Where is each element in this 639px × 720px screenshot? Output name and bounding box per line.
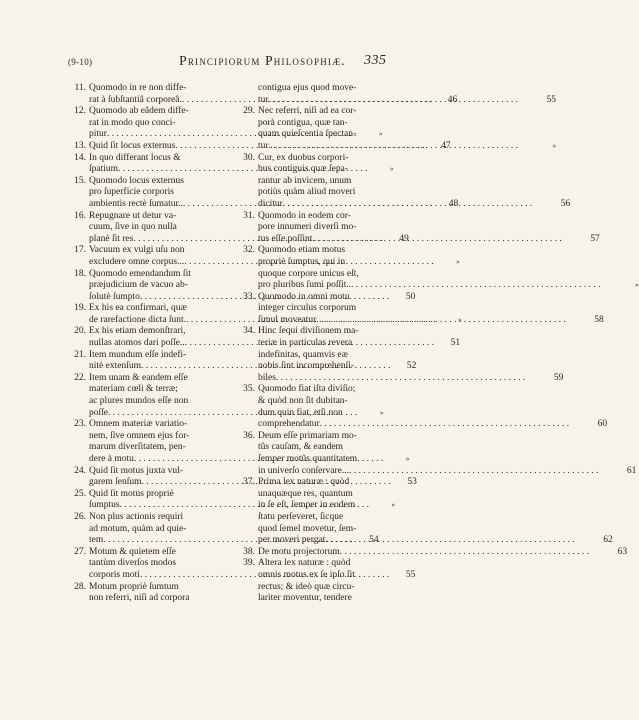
entry-line-text: Repugnare ut detur va- — [89, 210, 177, 221]
entry-number: 32. — [243, 245, 255, 256]
entry-number: 31. — [243, 210, 255, 221]
entry-line-text: pro pluribus ſumi poſſit.. — [258, 280, 352, 291]
entry-number: 38. — [243, 546, 255, 557]
entry-line — [258, 245, 639, 257]
entry-line-text: Quomodo locus externus — [89, 175, 184, 186]
dot-leader — [276, 373, 525, 385]
entry-page-number: 57 — [590, 233, 600, 244]
entry-line-text: dicitur — [258, 198, 283, 209]
entry-page-number: 51 — [450, 338, 461, 349]
entry-page-number: 55 — [405, 569, 416, 580]
entry-line-text: potiùs quàm aliud moveri — [258, 187, 356, 198]
entry-line — [258, 558, 440, 570]
entry-line — [258, 419, 607, 431]
entry-line-text: Omnem materiæ variatio- — [89, 419, 188, 430]
toc-entry — [234, 558, 440, 604]
entry-line — [258, 141, 556, 153]
toc-entry — [234, 477, 613, 547]
entry-line-text: Motum & quietem eſſe — [89, 546, 176, 557]
entry-page-number: 59 — [553, 372, 564, 383]
entry-number: 34. — [243, 326, 255, 337]
entry-line — [258, 303, 604, 315]
entry-line — [258, 83, 556, 95]
entry-line-text: propriè ſumptus, qui in — [258, 256, 346, 267]
running-header — [0, 53, 525, 73]
entry-line-text: Quid ſit locus externus — [89, 140, 176, 151]
entry-number: 35. — [243, 384, 255, 395]
entry-page-number: » — [457, 315, 462, 324]
entry-number: 27. — [74, 546, 86, 557]
entry-line — [258, 442, 636, 454]
entry-text — [258, 477, 613, 547]
dot-leader — [312, 234, 561, 246]
entry-line — [258, 350, 563, 362]
entry-line-text: teriæ in particulas revera — [258, 338, 353, 349]
entry-line — [258, 373, 563, 385]
entry-line-text: Prima lex naturæ : quòd — [258, 477, 350, 488]
entry-text — [258, 83, 556, 106]
entry-line — [258, 547, 627, 559]
entry-line — [89, 582, 243, 594]
entry-line-text: tantùm diverſos modos — [89, 558, 177, 569]
entry-line-text: nem, ſive omnem ejus for- — [89, 430, 190, 441]
entry-line — [258, 269, 639, 281]
dot-leader — [320, 419, 569, 431]
entry-number: 39. — [243, 558, 255, 569]
entry-text — [258, 292, 604, 327]
entry-line-text: ſtatu perſeveret, ſicque — [258, 511, 344, 522]
toc-entry — [234, 210, 600, 246]
entry-line — [258, 384, 607, 396]
entry-line-text: ambientis rectè ſumatur.. — [89, 198, 183, 209]
entry-line-text: biles — [258, 372, 276, 383]
entry-line-text: rectus; & ideò quæ circu- — [258, 581, 355, 592]
entry-line — [258, 176, 570, 188]
entry-line-text: Ex his ea confirmari, quæ — [89, 303, 187, 314]
dot-leader — [349, 466, 598, 478]
entry-line — [258, 338, 563, 350]
entry-line-text: lariter moventur, tendere — [258, 593, 352, 604]
entry-line — [258, 408, 607, 420]
entry-line-text: rat à ſubſtantiâ corporeâ. — [89, 94, 182, 105]
entry-line — [258, 466, 636, 478]
entry-line-text: pore innumeri diverſi mo- — [258, 222, 357, 233]
entry-line-text: tur — [258, 94, 269, 105]
entry-line-text: ſemper motûs quantitatem — [258, 454, 358, 464]
entry-number: 26. — [74, 511, 86, 522]
entry-line-text: ac plures mundos eſſe non — [89, 396, 189, 407]
entry-line — [258, 118, 556, 130]
entry-number: 12. — [74, 106, 86, 117]
entry-line — [258, 234, 600, 246]
entry-page-number: 49 — [399, 233, 409, 244]
entry-line-text: planè ſit res — [89, 233, 134, 244]
entry-line — [258, 164, 570, 176]
entry-line-text: omnis motus ex ſe ipſo ſit — [258, 569, 355, 580]
entry-line-text: nullas atomos dari poſſe.. — [89, 338, 185, 349]
entry-line-text: nobis ſint incomprehenſi- — [258, 361, 355, 372]
entry-line — [89, 593, 243, 605]
entry-line — [258, 280, 639, 292]
entry-line-text: Cur, ex duobus corpori- — [258, 152, 349, 163]
entry-line-text: Quomodo in eodem cor- — [258, 210, 351, 221]
entry-page-number: 62 — [603, 535, 613, 546]
entry-line-text: quoque corpore unicus eſt, — [258, 268, 359, 279]
entry-line-text: integer circulus corporum — [258, 303, 357, 314]
entry-line-text: Quid ſit motus propriè — [89, 488, 174, 499]
entry-line-text: unaquæque res, quantum — [258, 488, 353, 499]
entry-line — [258, 512, 613, 524]
entry-line-text: pitur — [89, 129, 107, 140]
entry-number: 17. — [74, 245, 86, 256]
entry-line — [258, 593, 440, 605]
entry-line-text: Ex his etiam demonſtrari, — [89, 326, 186, 337]
entry-line-text: indefinitas, quamvis eæ — [258, 349, 348, 360]
entry-text — [258, 547, 627, 559]
dot-leader — [325, 535, 574, 547]
entry-line-text: Quomodo in re non diffe- — [89, 83, 187, 93]
entry-line-text: Hinc ſequi diviſionem ma- — [258, 326, 359, 337]
entry-line-text: rat in modo quo conci- — [89, 117, 176, 128]
entry-page-number: 54 — [369, 535, 379, 546]
entry-line-text: de rarefactione dicta ſunt. — [89, 314, 187, 325]
entry-line-text: & quòd non ſit dubitan- — [258, 396, 348, 407]
entry-page-number: 46 — [447, 94, 458, 105]
toc-entry — [234, 384, 608, 430]
entry-line-text: Nec referri, niſi ad ea cor- — [258, 106, 357, 117]
entry-text — [89, 582, 243, 605]
entry-line-text: excludere omne corpus... — [89, 256, 185, 267]
entry-number: 19. — [74, 303, 86, 314]
entry-line-text: pro ſuperficie corporis — [89, 187, 174, 198]
entry-line-text: nitè extenſum — [89, 361, 141, 372]
entry-line — [258, 361, 563, 373]
entry-line-text: quam quieſcentia ſpectan- — [258, 129, 357, 140]
entry-line — [258, 315, 604, 327]
entry-line — [258, 211, 600, 223]
entry-line-text: quod ſemel movetur, ſem- — [258, 523, 357, 534]
entry-number: 24. — [74, 465, 86, 476]
entry-line-text: dere à motu — [89, 454, 134, 464]
dot-leader — [283, 199, 532, 211]
entry-page-number: » — [405, 455, 410, 463]
entry-page-number: » — [379, 408, 384, 417]
dot-leader — [316, 315, 565, 327]
entry-line-text: marum diverſitatem, pen- — [89, 442, 186, 453]
entry-line — [258, 582, 440, 594]
entry-line-text: garem ſenſum — [89, 477, 142, 488]
entry-page-number: 61 — [626, 465, 637, 476]
entry-page-number: 60 — [597, 419, 608, 430]
entry-number: 11. — [74, 83, 86, 93]
entry-line-text: Quomodo emendandum ſit — [89, 268, 191, 279]
entry-number: 30. — [243, 152, 255, 163]
entry-line-text: Quomodo ab eâdem diffe- — [89, 106, 189, 117]
toc-entry — [65, 582, 243, 605]
entry-text — [258, 431, 636, 477]
entry-line-text: ad motum, quàm ad quie- — [89, 523, 187, 534]
entry-number: 16. — [74, 210, 86, 221]
toc-entry — [234, 245, 639, 291]
entry-number: 36. — [243, 430, 255, 441]
entry-number: 20. — [74, 326, 86, 337]
entry-text — [258, 245, 639, 291]
entry-line-text: In quo differant locus & — [89, 152, 181, 163]
entry-text — [258, 384, 607, 430]
entry-number — [234, 83, 258, 106]
entry-number: 22. — [74, 372, 86, 383]
entry-number: 29. — [243, 106, 255, 117]
entry-line-text: materiam cœli & terræ; — [89, 384, 178, 395]
entry-line-text: ſumptus — [89, 500, 120, 511]
entry-line — [258, 489, 613, 501]
header-title: Principiorum Philosophiæ. — [179, 53, 346, 68]
entry-number: 28. — [74, 581, 86, 592]
entry-line — [258, 477, 613, 489]
entry-line-text: per moveri pergat — [258, 535, 326, 546]
entry-text — [258, 558, 440, 604]
entry-number: 15. — [74, 175, 86, 186]
toc-entry — [234, 546, 628, 559]
entry-line-text: tûs cauſam, & eandem — [258, 442, 343, 453]
entry-line-text: tur — [258, 140, 269, 151]
entry-line-text: Quid ſit motus juxta vul- — [89, 465, 183, 476]
entry-line — [258, 524, 613, 536]
entry-text — [258, 106, 556, 152]
entry-line — [258, 257, 639, 269]
entry-line-text: non referri, niſi ad corpora — [89, 593, 190, 604]
entry-line — [258, 106, 556, 118]
entry-line-text: in ſe eſt, ſemper in eodem — [258, 500, 356, 511]
entry-line — [258, 570, 440, 582]
entry-line — [258, 153, 570, 165]
entry-page-number: 56 — [560, 198, 571, 209]
entry-number: 25. — [74, 488, 86, 499]
entry-number: 21. — [74, 349, 86, 360]
dot-leader — [269, 95, 518, 107]
entry-line-text: tus eſſe poſſint — [258, 233, 313, 244]
entry-line-text: Item mundum eſſe indefi- — [89, 349, 187, 360]
entry-line-text: comprehendatur — [258, 419, 320, 430]
entry-line — [258, 292, 604, 304]
entry-number: 23. — [74, 419, 86, 430]
entry-line-text: poſſe — [89, 407, 108, 418]
entry-page-number: 55 — [546, 94, 556, 105]
entry-page-number: » — [389, 165, 394, 174]
entry-line-text: ſimul moveatur — [258, 314, 317, 325]
entry-page-number: 63 — [617, 546, 628, 557]
entry-line-text: Quomodo fiat iſta diviſio; — [258, 384, 356, 395]
entry-page-number: 53 — [407, 477, 417, 488]
entry-line-text: De motu projectorum — [258, 546, 340, 557]
entry-page-number: 58 — [594, 314, 604, 325]
entry-line-text: Deum eſſe primariam mo- — [258, 430, 357, 441]
entry-line-text: cuum, ſive in quo nulla — [89, 222, 177, 233]
entry-line-text: porà contigua, quæ tan- — [258, 117, 348, 128]
entry-number: 18. — [74, 268, 86, 279]
entry-page-number: » — [378, 130, 383, 139]
entry-line — [258, 431, 636, 443]
entry-line-text: corporis moti — [89, 569, 140, 580]
entry-line — [258, 454, 636, 466]
entry-line — [258, 500, 613, 512]
entry-line — [258, 95, 556, 107]
entry-page-number: 52 — [406, 361, 417, 372]
entry-line-text: Altera lex naturæ : quòd — [258, 558, 351, 569]
entry-line-text: Motum propriè ſumtum — [89, 581, 179, 592]
entry-line-text: rantur ab invicem, unum — [258, 175, 352, 186]
entry-line-text: bus contiguis quæ ſepa- — [258, 164, 348, 175]
entry-line-text: dum quin fiat, etſi non — [258, 407, 343, 418]
entry-line-text: Quomodo in omni motu — [258, 291, 350, 302]
entry-line-text: Vacuum ex vulgi uſu non — [89, 245, 185, 256]
entry-page-number: » — [635, 281, 639, 290]
entry-line-text: ſpatium — [89, 164, 119, 175]
entry-line — [258, 222, 600, 234]
entry-number: 14. — [74, 152, 86, 163]
entry-line — [258, 199, 570, 211]
entry-line-text: in univerſo conſervare... — [258, 465, 350, 476]
entry-page-number: 50 — [405, 291, 416, 302]
entry-line-text: Non plus actionis requiri — [89, 511, 184, 522]
entry-page-number: 47 — [441, 140, 451, 151]
entry-line — [258, 396, 607, 408]
entry-page-number: 48 — [448, 198, 459, 209]
entry-text — [258, 211, 600, 246]
entry-line-text: contigua ejus quod move- — [258, 83, 357, 93]
entry-line — [258, 535, 613, 547]
toc-entry — [234, 430, 637, 477]
entry-text — [258, 326, 563, 384]
entry-number: 13. — [74, 140, 86, 151]
dot-leader — [340, 547, 589, 559]
entry-page-number: » — [391, 501, 395, 510]
toc-entry — [234, 291, 604, 327]
entry-line-text: Item unam & eandem eſſe — [89, 372, 188, 383]
entry-page-number: » — [552, 141, 556, 150]
dot-leader — [269, 141, 518, 153]
entry-number: 37. — [243, 477, 255, 488]
entry-line-text: præjudicium de vacuo ab- — [89, 280, 188, 291]
entry-line — [258, 129, 556, 141]
dot-leader — [351, 280, 600, 292]
entry-line — [258, 187, 570, 199]
entry-line-text: Quomodo etiam motus — [258, 245, 346, 256]
entry-number: 33. — [243, 291, 255, 302]
header-page-number: 335 — [364, 53, 387, 68]
entry-page-number: » — [456, 257, 460, 266]
entry-line — [258, 326, 563, 338]
entry-text — [258, 153, 570, 211]
entry-line-text: ſolutè ſumpto — [89, 291, 140, 302]
header-section-range: (9-10) — [68, 57, 93, 67]
entry-line-text: tem — [89, 535, 104, 546]
